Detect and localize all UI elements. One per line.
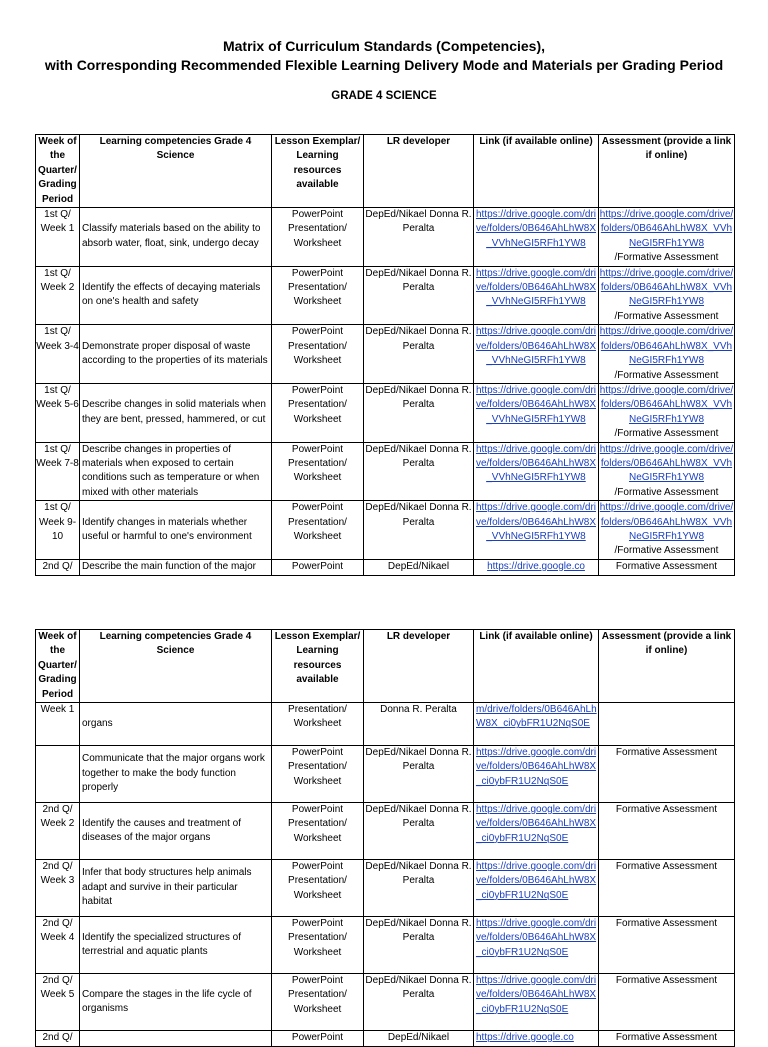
header-competency: Learning competencies Grade 4 Science <box>80 630 272 703</box>
table-row <box>36 208 735 267</box>
assessment-cell <box>599 325 735 384</box>
table-row <box>36 501 735 560</box>
assessment-label: /Formative Assessment <box>614 545 719 557</box>
curriculum-matrix-table-1 <box>35 134 735 576</box>
table-row <box>36 442 735 501</box>
table-row <box>36 860 735 917</box>
resource-link[interactable]: https://drive.google.com/drive/folders/0B646AhLhW8X_ci0ybFR1U2NqS0E <box>474 860 599 917</box>
week-cell: 1st Q/ Week 2 <box>36 266 80 325</box>
lesson-cell: PowerPoint <box>272 559 364 575</box>
resource-link[interactable]: https://drive.google.co <box>474 559 599 575</box>
resource-link[interactable]: https://drive.google.com/drive/folders/0B646AhLhW8X_VVhNeGI5RFh1YW8 <box>474 501 599 560</box>
header-link: Link (if available online) <box>474 135 599 208</box>
header-developer: LR developer <box>364 135 474 208</box>
curriculum-matrix-table-2 <box>35 629 735 1047</box>
assessment-cell: Formative Assessment <box>599 803 735 860</box>
assessment-cell <box>599 208 735 267</box>
table-row <box>36 974 735 1031</box>
lesson-cell: PowerPoint Presentation/ Worksheet <box>272 442 364 501</box>
document-title-line-1: Matrix of Curriculum Standards (Competencies), <box>222 38 546 54</box>
table-row <box>36 917 735 974</box>
lesson-cell: PowerPoint Presentation/ Worksheet <box>272 266 364 325</box>
header-lesson: Lesson Exemplar/ Learning resources available <box>272 630 364 703</box>
assessment-link[interactable]: https://drive.google.com/drive/folders/0B646AhLhW8X_VVhNeGI5RFh1YW8 <box>599 502 734 542</box>
lesson-cell: PowerPoint Presentation/ Worksheet <box>272 917 364 974</box>
assessment-cell <box>599 703 735 746</box>
document-title-line-2: with Corresponding Recommended Flexible Learning Delivery Mode and Materials per Grading Period <box>44 57 724 73</box>
week-cell: 1st Q/ Week 3-4 <box>36 325 80 384</box>
table-row <box>36 803 735 860</box>
developer-cell: DepEd/Nikael Donna R. Peralta <box>364 860 474 917</box>
resource-link[interactable]: https://drive.google.co <box>474 1031 599 1047</box>
header-competency: Learning competencies Grade 4 Science <box>80 135 272 208</box>
resource-link[interactable]: https://drive.google.com/drive/folders/0B646AhLhW8X_VVhNeGI5RFh1YW8 <box>474 442 599 501</box>
assessment-label: /Formative Assessment <box>614 310 719 322</box>
week-cell <box>36 746 80 803</box>
assessment-label: /Formative Assessment <box>614 252 719 264</box>
table-row <box>36 266 735 325</box>
resource-link[interactable]: m/drive/folders/0B646AhLhW8X_ci0ybFR1U2NqS0E <box>474 703 599 746</box>
assessment-cell: Formative Assessment <box>599 974 735 1031</box>
competency-cell: Infer that body structures help animals adapt and survive in their particular habitat <box>80 860 272 917</box>
competency-cell: Demonstrate proper disposal of waste according to the properties of its materials <box>80 325 272 384</box>
competency-cell: Classify materials based on the ability to absorb water, float, sink, undergo decay <box>80 208 272 267</box>
lesson-cell: PowerPoint Presentation/ Worksheet <box>272 383 364 442</box>
week-cell: 2nd Q/ Week 3 <box>36 860 80 917</box>
developer-cell: Donna R. Peralta <box>364 703 474 746</box>
week-cell: 1st Q/ Week 7-8 <box>36 442 80 501</box>
week-cell: 1st Q/ Week 1 <box>36 208 80 267</box>
week-cell: 2nd Q/ Week 2 <box>36 803 80 860</box>
week-cell: Week 1 <box>36 703 80 746</box>
lesson-cell: PowerPoint Presentation/ Worksheet <box>272 325 364 384</box>
competency-cell <box>80 1031 272 1047</box>
resource-link[interactable]: https://drive.google.com/drive/folders/0B646AhLhW8X_VVhNeGI5RFh1YW8 <box>474 208 599 267</box>
developer-cell: DepEd/Nikael Donna R. Peralta <box>364 746 474 803</box>
header-week: Week of the Quarter/ Grading Period <box>36 630 80 703</box>
assessment-link[interactable]: https://drive.google.com/drive/folders/0B646AhLhW8X_VVhNeGI5RFh1YW8 <box>599 326 734 367</box>
competency-cell: Describe the main function of the major <box>80 559 272 575</box>
developer-cell: DepEd/Nikael Donna R. Peralta <box>364 803 474 860</box>
developer-cell: DepEd/Nikael <box>364 1031 474 1047</box>
assessment-cell <box>599 501 735 560</box>
resource-link[interactable]: https://drive.google.com/drive/folders/0B646AhLhW8X_ci0ybFR1U2NqS0E <box>474 746 599 803</box>
lesson-cell: PowerPoint Presentation/ Worksheet <box>272 208 364 267</box>
assessment-link[interactable]: https://drive.google.com/drive/folders/0B646AhLhW8X_VVhNeGI5RFh1YW8 <box>599 384 734 425</box>
lesson-cell: PowerPoint Presentation/ Worksheet <box>272 501 364 560</box>
week-cell: 1st Q/ Week 5-6 <box>36 383 80 442</box>
resource-link[interactable]: https://drive.google.com/drive/folders/0B646AhLhW8X_ci0ybFR1U2NqS0E <box>474 974 599 1031</box>
competency-cell: Identify the causes and treatment of diseases of the major organs <box>80 803 272 860</box>
developer-cell: DepEd/Nikael Donna R. Peralta <box>364 208 474 267</box>
week-cell: 2nd Q/ Week 4 <box>36 917 80 974</box>
assessment-link[interactable]: https://drive.google.com/drive/folders/0B646AhLhW8X_VVhNeGI5RFh1YW8 <box>599 443 734 484</box>
table-row <box>36 1031 735 1047</box>
table-2-body <box>36 703 735 1047</box>
week-cell: 1st Q/ Week 9-10 <box>36 501 80 560</box>
assessment-label: /Formative Assessment <box>614 369 719 381</box>
lesson-cell: PowerPoint Presentation/ Worksheet <box>272 803 364 860</box>
developer-cell: DepEd/Nikael Donna R. Peralta <box>364 325 474 384</box>
document-subtitle: GRADE 4 SCIENCE <box>331 90 437 102</box>
assessment-cell <box>599 383 735 442</box>
week-cell: 2nd Q/ <box>36 1031 80 1047</box>
assessment-cell: Formative Assessment <box>599 860 735 917</box>
table-row <box>36 383 735 442</box>
table-1-body <box>36 208 735 576</box>
competency-cell: Describe changes in solid materials when they are bent, pressed, hammered, or cut <box>80 383 272 442</box>
competency-cell: Identify the specialized structures of terrestrial and aquatic plants <box>80 917 272 974</box>
resource-link[interactable]: https://drive.google.com/drive/folders/0B646AhLhW8X_VVhNeGI5RFh1YW8 <box>474 325 599 384</box>
competency-cell: Identify the effects of decaying materials on one's health and safety <box>80 266 272 325</box>
lesson-cell: PowerPoint Presentation/ Worksheet <box>272 746 364 803</box>
resource-link[interactable]: https://drive.google.com/drive/folders/0B646AhLhW8X_ci0ybFR1U2NqS0E <box>474 917 599 974</box>
week-cell: 2nd Q/ <box>36 559 80 575</box>
table-row <box>36 325 735 384</box>
assessment-cell: Formative Assessment <box>599 917 735 974</box>
competency-cell: Describe changes in properties of materials when exposed to certain conditions such as temperature or when mixed with other materials <box>80 442 272 501</box>
assessment-label: /Formative Assessment <box>614 486 719 498</box>
assessment-cell: Formative Assessment <box>599 746 735 803</box>
header-developer: LR developer <box>364 630 474 703</box>
developer-cell: DepEd/Nikael Donna R. Peralta <box>364 501 474 560</box>
developer-cell: DepEd/Nikael Donna R. Peralta <box>364 383 474 442</box>
header-lesson: Lesson Exemplar/ Learning resources available <box>272 135 364 208</box>
resource-link[interactable]: https://drive.google.com/drive/folders/0B646AhLhW8X_VVhNeGI5RFh1YW8 <box>474 383 599 442</box>
assessment-link[interactable]: https://drive.google.com/drive/folders/0B646AhLhW8X_VVhNeGI5RFh1YW8 <box>599 209 734 249</box>
competency-cell: Compare the stages in the life cycle of organisms <box>80 974 272 1031</box>
header-assessment: Assessment (provide a link if online) <box>599 135 735 208</box>
lesson-cell: PowerPoint <box>272 1031 364 1047</box>
developer-cell: DepEd/Nikael Donna R. Peralta <box>364 974 474 1031</box>
developer-cell: DepEd/Nikael <box>364 559 474 575</box>
resource-link[interactable]: https://drive.google.com/drive/folders/0B646AhLhW8X_ci0ybFR1U2NqS0E <box>474 803 599 860</box>
lesson-cell: Presentation/ Worksheet <box>272 703 364 746</box>
competency-cell: organs <box>80 703 272 746</box>
competency-cell: Identify changes in materials whether useful or harmful to one's environment <box>80 501 272 560</box>
developer-cell: DepEd/Nikael Donna R. Peralta <box>364 917 474 974</box>
developer-cell: DepEd/Nikael Donna R. Peralta <box>364 266 474 325</box>
table-row <box>36 703 735 746</box>
table-row <box>36 746 735 803</box>
competency-cell: Communicate that the major organs work together to make the body function properly <box>80 746 272 803</box>
table-row <box>36 559 735 575</box>
assessment-cell: Formative Assessment <box>599 1031 735 1047</box>
week-cell: 2nd Q/ Week 5 <box>36 974 80 1031</box>
assessment-link[interactable]: https://drive.google.com/drive/folders/0B646AhLhW8X_VVhNeGI5RFh1YW8 <box>599 267 734 308</box>
header-week: Week of the Quarter/ Grading Period <box>36 135 80 208</box>
assessment-label: /Formative Assessment <box>614 428 719 440</box>
lesson-cell: PowerPoint Presentation/ Worksheet <box>272 860 364 917</box>
developer-cell: DepEd/Nikael Donna R. Peralta <box>364 442 474 501</box>
assessment-label: Formative Assessment <box>615 560 718 572</box>
assessment-cell <box>599 442 735 501</box>
assessment-cell <box>599 559 735 575</box>
assessment-cell <box>599 266 735 325</box>
lesson-cell: PowerPoint Presentation/ Worksheet <box>272 974 364 1031</box>
header-assessment: Assessment (provide a link if online) <box>599 630 735 703</box>
resource-link[interactable]: https://drive.google.com/drive/folders/0B646AhLhW8X_VVhNeGI5RFh1YW8 <box>474 266 599 325</box>
header-link: Link (if available online) <box>474 630 599 703</box>
